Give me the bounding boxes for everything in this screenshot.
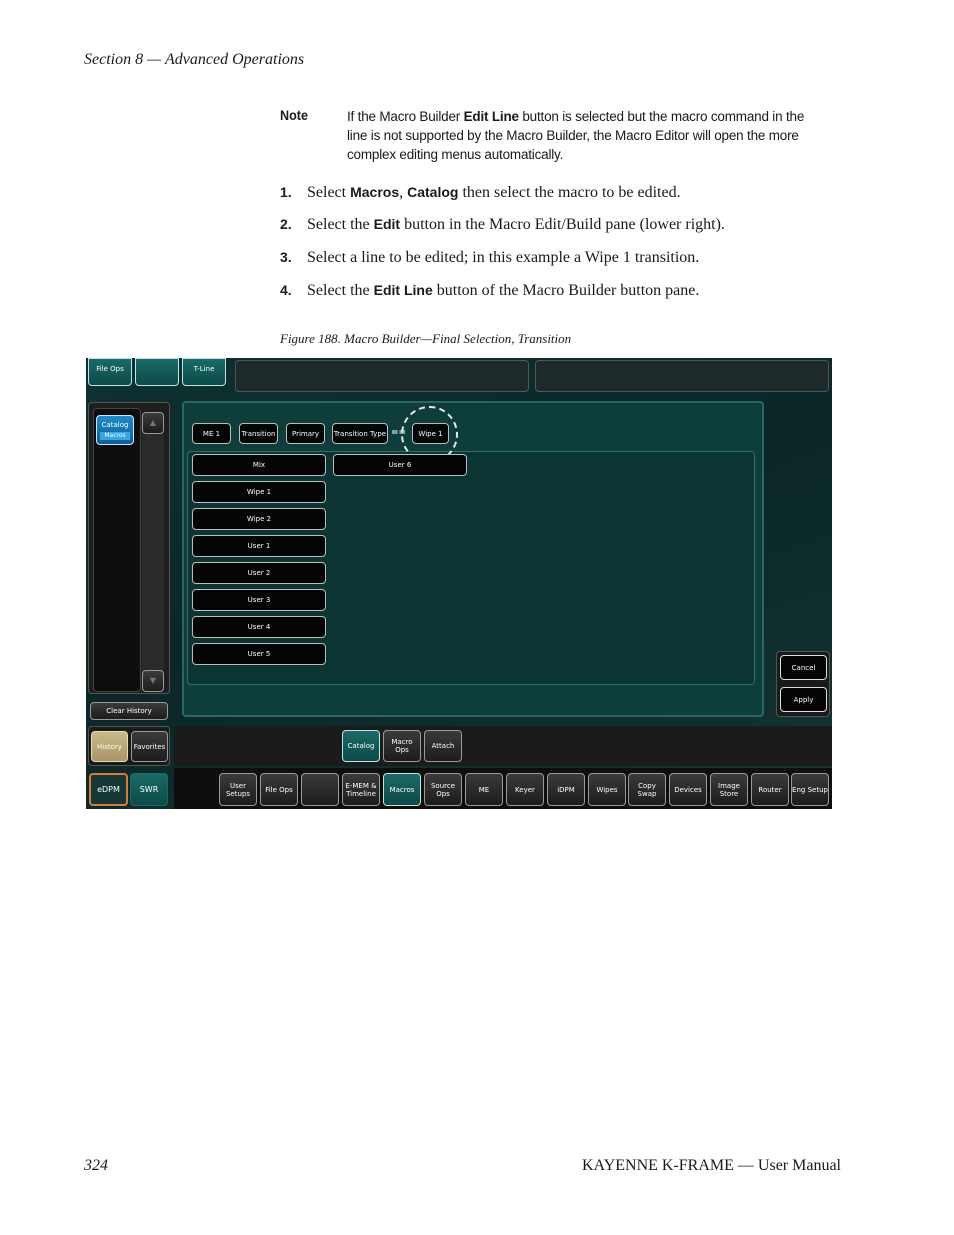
- subtab-catalog[interactable]: Catalog: [342, 730, 380, 762]
- crumb-transition[interactable]: Transition: [239, 423, 278, 444]
- step-1: 1. Select Macros, Catalog then select the macro to be edited.: [280, 184, 681, 201]
- sub-tab-strip: [174, 726, 832, 766]
- cancel-button[interactable]: Cancel: [780, 655, 827, 680]
- option-wipe1[interactable]: Wipe 1: [192, 481, 326, 503]
- footer-title: KAYENNE K-FRAME — User Manual: [582, 1157, 841, 1174]
- nav-user-setups[interactable]: User Setups: [219, 773, 257, 806]
- option-user6[interactable]: User 6: [333, 454, 467, 476]
- nav-devices[interactable]: Devices: [669, 773, 707, 806]
- top-tab-file-ops[interactable]: File Ops: [88, 358, 132, 386]
- nav-blank[interactable]: [301, 773, 339, 806]
- subtab-macro-ops[interactable]: Macro Ops: [383, 730, 421, 762]
- running-header: Section 8 — Advanced Operations: [84, 51, 305, 68]
- step-3: 3. Select a line to be edited; in this example a Wipe 1 transition.: [280, 249, 700, 266]
- catalog-button-label: Catalog: [101, 420, 129, 429]
- note-text: If the Macro Builder Edit Line button is selected but the macro command in the line is not supported by the Macro Builder, the Macro Editor will open the more complex editing menus automatically.: [347, 109, 805, 162]
- option-user1[interactable]: User 1: [192, 535, 326, 557]
- nav-keyer[interactable]: Keyer: [506, 773, 544, 806]
- nav-source-ops[interactable]: Source Ops: [424, 773, 462, 806]
- catalog-button[interactable]: [96, 415, 134, 445]
- top-tab-t-line[interactable]: T-Line: [182, 358, 226, 386]
- option-user3[interactable]: User 3: [192, 589, 326, 611]
- nav-me[interactable]: ME: [465, 773, 503, 806]
- top-field-2: [535, 360, 829, 392]
- swr-button[interactable]: SWR: [130, 773, 168, 806]
- scroll-up-icon[interactable]: ▲: [142, 412, 164, 434]
- favorites-tab[interactable]: Favorites: [131, 731, 168, 762]
- option-mix[interactable]: Mix: [192, 454, 326, 476]
- equals-sign: ==: [391, 428, 407, 438]
- nav-image-store[interactable]: Image Store: [710, 773, 748, 806]
- macro-builder-screenshot: [86, 358, 832, 809]
- note-label: Note: [280, 107, 309, 123]
- apply-button[interactable]: Apply: [780, 687, 827, 712]
- selected-value-wipe1[interactable]: Wipe 1: [412, 423, 449, 444]
- figure-caption: Figure 188. Macro Builder—Final Selection, Transition: [280, 331, 572, 346]
- option-wipe2[interactable]: Wipe 2: [192, 508, 326, 530]
- scroll-down-icon[interactable]: ▼: [142, 670, 164, 692]
- option-user5[interactable]: User 5: [192, 643, 326, 665]
- step-2: 2. Select the Edit button in the Macro Edit/Build pane (lower right).: [280, 216, 725, 233]
- nav-eng-setup[interactable]: Eng Setup: [791, 773, 829, 806]
- step-4: 4. Select the Edit Line button of the Macro Builder button pane.: [280, 282, 700, 299]
- clear-history-button[interactable]: Clear History: [90, 702, 168, 720]
- catalog-button-sub: Macros: [100, 432, 129, 440]
- option-user4[interactable]: User 4: [192, 616, 326, 638]
- nav-macros[interactable]: Macros: [383, 773, 421, 806]
- nav-emem-timeline[interactable]: E-MEM & Timeline: [342, 773, 380, 806]
- subtab-attach[interactable]: Attach: [424, 730, 462, 762]
- top-field-1: [235, 360, 529, 392]
- history-tab[interactable]: History: [91, 731, 128, 762]
- option-user2[interactable]: User 2: [192, 562, 326, 584]
- catalog-scrollbar[interactable]: [142, 412, 164, 692]
- nav-copy-swap[interactable]: Copy Swap: [628, 773, 666, 806]
- nav-router[interactable]: Router: [751, 773, 789, 806]
- page-number: 324: [84, 1157, 108, 1174]
- catalog-list: [93, 408, 141, 692]
- nav-file-ops[interactable]: File Ops: [260, 773, 298, 806]
- top-tab-blank[interactable]: [135, 358, 179, 386]
- edpm-button[interactable]: eDPM: [89, 773, 128, 806]
- crumb-primary[interactable]: Primary: [286, 423, 325, 444]
- nav-idpm[interactable]: iDPM: [547, 773, 585, 806]
- nav-wipes[interactable]: Wipes: [588, 773, 626, 806]
- crumb-me1[interactable]: ME 1: [192, 423, 231, 444]
- crumb-transition-type[interactable]: Transition Type: [332, 423, 388, 444]
